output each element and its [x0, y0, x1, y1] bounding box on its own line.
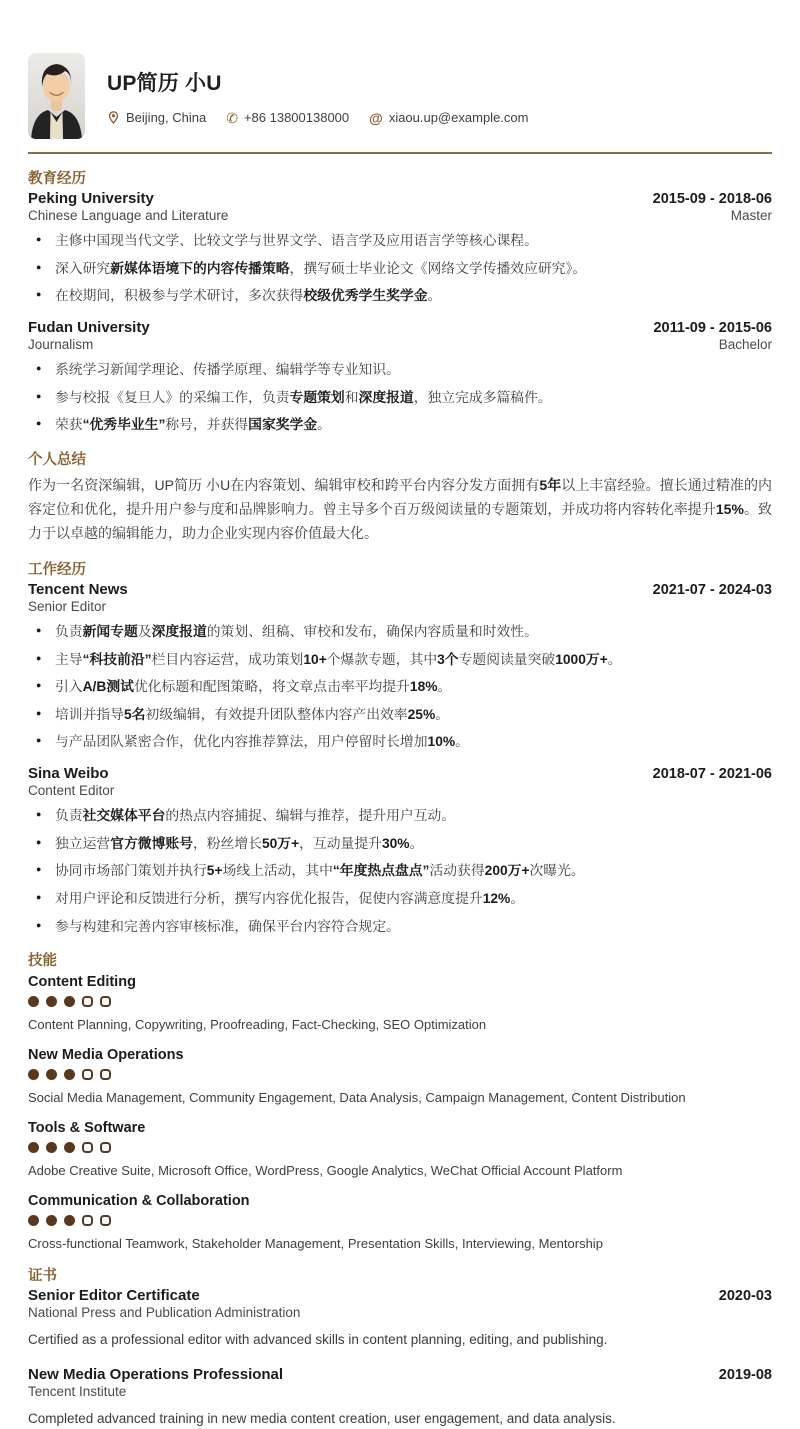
- entry-bullet: [28, 361, 772, 380]
- bold-text: 专题策划: [289, 389, 345, 405]
- section-summary: [28, 448, 772, 545]
- plain-text: 负责: [55, 623, 83, 639]
- resume-entry: [28, 190, 772, 306]
- contact-phone: [226, 110, 349, 125]
- plain-text: ，粉丝增长: [192, 835, 262, 851]
- plain-text: 。: [455, 734, 469, 750]
- entry-bullet: [28, 807, 772, 826]
- bold-text: “年度热点盘点”: [332, 863, 430, 879]
- contact-row: [107, 110, 528, 125]
- entry-head-row: [28, 581, 772, 598]
- bold-text: 30%: [381, 835, 410, 851]
- skill-dot-empty: [82, 1215, 93, 1226]
- entry-bullet: [28, 389, 772, 408]
- identity-block: [107, 53, 528, 125]
- skill-name: Tools & Software: [28, 1120, 146, 1137]
- certificate-head-row: [28, 1287, 772, 1304]
- plain-text: 栏目内容运营，成功策划: [151, 651, 304, 667]
- bold-text: 5名: [123, 706, 146, 722]
- entry-bullets: [28, 623, 772, 752]
- bold-text: 18%: [409, 679, 438, 695]
- plain-text: 个爆款专题，其中: [326, 651, 438, 667]
- skill-dot-empty: [100, 1142, 111, 1153]
- skill-name: Communication & Collaboration: [28, 1193, 250, 1210]
- entry-subtitle: Content Editor: [28, 783, 115, 799]
- plain-text: 。: [510, 890, 525, 906]
- plain-text: ，互动量提升: [299, 835, 382, 851]
- bold-text: 10+: [303, 651, 327, 667]
- skill-keywords: Adobe Creative Suite, Microsoft Office, WordPress, Google Analytics, WeChat Official Account Platform: [28, 1163, 623, 1179]
- skill-item: [28, 1193, 772, 1251]
- plain-text: 协同市场部门策划并执行: [55, 863, 207, 879]
- skill-dot-empty: [82, 1142, 93, 1153]
- skill-dot-filled: [28, 1069, 39, 1080]
- bold-text: 3个: [437, 651, 459, 667]
- skill-dot-empty: [100, 1069, 111, 1080]
- bold-text: 深度报道: [358, 389, 414, 405]
- plain-text: 。: [607, 651, 622, 667]
- plain-text: ，撰写硕士毕业论文《网络文学传播效应研究》。: [289, 260, 587, 276]
- plain-text: 主导: [55, 651, 83, 667]
- plain-text: 的策划、组稿、审校和发布，确保内容质量和时效性。: [206, 623, 538, 639]
- plain-text: 场线上活动，其中: [222, 863, 333, 879]
- skill-dot-filled: [46, 996, 57, 1007]
- entry-bullets: [28, 361, 772, 435]
- entry-sub-row: [28, 207, 772, 223]
- plain-text: 在校期间，积极参与学术研讨，多次获得: [55, 288, 304, 304]
- entry-dates: 2018-07 - 2021-06: [652, 766, 772, 783]
- skill-items: [28, 974, 772, 1251]
- entry-subtitle: Senior Editor: [28, 598, 107, 614]
- skill-dot-empty: [82, 1069, 93, 1080]
- entry-bullet: [28, 678, 772, 697]
- plain-text: 。: [317, 417, 331, 433]
- certificate-head-row: [28, 1366, 772, 1383]
- entry-head-row: [28, 765, 772, 782]
- certificate-issuer: National Press and Publication Administration: [28, 1305, 301, 1321]
- entry-level: Master: [730, 208, 772, 223]
- plain-text: 称号，并获得: [165, 417, 249, 433]
- resume-entry: [28, 319, 772, 435]
- location-pin-icon: [107, 110, 120, 125]
- bold-text: 校级优秀学生奖学金: [303, 288, 428, 304]
- plain-text: 系统学习新闻学理论、传播学原理、编辑学等专业知识。: [55, 361, 400, 377]
- bold-text: A/B测试: [82, 679, 134, 695]
- plain-text: 参与构建和完善内容审核标准，确保平台内容符合规定。: [55, 918, 400, 934]
- resume-entry: [28, 581, 772, 752]
- skill-dot-filled: [64, 1069, 75, 1080]
- entry-title: Peking University: [28, 190, 154, 207]
- entry-bullet: [28, 416, 772, 435]
- certificate-name: New Media Operations Professional: [28, 1366, 284, 1384]
- plain-text: 作为一名资深编辑，UP简历 小U在内容策划、编辑审校和跨平台内容分发方面拥有: [28, 476, 540, 493]
- skill-keywords: Cross-functional Teamwork, Stakeholder Management, Presentation Skills, Interviewing, Mentorship: [28, 1236, 603, 1252]
- plain-text: 和: [344, 389, 359, 405]
- bold-text: 1000万+: [555, 651, 608, 667]
- entry-bullets: [28, 232, 772, 306]
- certificates-section-title: 证书: [28, 1268, 57, 1285]
- resume-page: [0, 53, 800, 1429]
- phone-icon: ✆: [226, 109, 238, 126]
- entry-dates: 2011-09 - 2015-06: [653, 319, 772, 336]
- email-at-icon: @: [369, 109, 383, 126]
- entry-bullet: [28, 835, 772, 854]
- plain-text: 。: [435, 706, 450, 722]
- plain-text: 专题阅读量突破: [458, 651, 556, 667]
- plain-text: 深入研究: [55, 260, 111, 276]
- plain-text: 主修中国现当代文学、比较文学与世界文学、语言学及应用语言学等核心课程。: [55, 233, 538, 248]
- plain-text: 参与校报《复旦人》的采编工作，负责: [55, 389, 290, 405]
- bold-text: 新媒体语境下的内容传播策略: [110, 260, 290, 276]
- entry-bullets: [28, 807, 772, 936]
- skill-dot-filled: [64, 1142, 75, 1153]
- skill-item: [28, 974, 772, 1032]
- plain-text: 次曝光。: [529, 863, 585, 879]
- plain-text: 。致力于以卓越的编辑能力，助力企业实现内容价值最大化。: [28, 500, 772, 541]
- entry-bullet: [28, 890, 772, 909]
- skill-dot-filled: [46, 1215, 57, 1226]
- resume-entry: [28, 765, 772, 936]
- entry-head-row: [28, 319, 772, 336]
- entry-sub-row: [28, 782, 772, 798]
- bold-text: 新闻专题: [82, 623, 138, 639]
- skill-dot-filled: [46, 1069, 57, 1080]
- plain-text: 引入: [55, 679, 83, 695]
- entry-subtitle: Chinese Language and Literature: [28, 208, 229, 223]
- certificate-entry: [28, 1287, 772, 1350]
- skill-level-dots: [28, 1215, 772, 1226]
- profile-photo: [28, 53, 85, 139]
- bold-text: 深度报道: [151, 623, 207, 639]
- bold-text: 社交媒体平台: [82, 808, 166, 824]
- entry-level: Bachelor: [718, 336, 772, 352]
- skill-name: Content Editing: [28, 974, 136, 991]
- header-divider: [28, 152, 772, 154]
- bold-text: 50万+: [261, 835, 300, 851]
- certificate-date: 2020-03: [718, 1288, 772, 1305]
- plain-text: 初级编辑，有效提升团队整体内容产出效率: [145, 706, 408, 722]
- entry-bullet: [28, 862, 772, 881]
- plain-text: 独立运营: [55, 835, 111, 851]
- experience-section-title: 工作经历: [28, 561, 86, 578]
- entry-bullet: [28, 651, 772, 670]
- phone-text: +86 13800138000: [243, 110, 350, 125]
- bold-text: 25%: [407, 706, 436, 722]
- plain-text: 优化标题和配图策略，将文章点击率平均提升: [133, 679, 410, 695]
- contact-email: [369, 110, 528, 125]
- entry-title: Tencent News: [28, 580, 128, 598]
- skill-dot-filled: [28, 1142, 39, 1153]
- plain-text: 。: [437, 679, 452, 695]
- certificate-name: Senior Editor Certificate: [28, 1287, 200, 1305]
- entry-head-row: [28, 190, 772, 207]
- entry-bullet: [28, 623, 772, 642]
- skill-dot-filled: [46, 1142, 57, 1153]
- entry-bullet: [28, 232, 772, 251]
- location-text: Beijing, China: [126, 110, 207, 125]
- skill-dot-filled: [64, 996, 75, 1007]
- entry-subtitle: Journalism: [28, 336, 94, 352]
- skill-dot-empty: [100, 1215, 111, 1226]
- entry-bullet: [28, 706, 772, 725]
- summary-paragraph: [28, 473, 772, 545]
- entry-title: Sina Weibo: [28, 765, 109, 783]
- bold-text: “科技前沿”: [82, 651, 152, 667]
- certificate-description: Certified as a professional editor with advanced skills in content planning, editing, and publishing.: [28, 1332, 608, 1348]
- section-skills: [28, 949, 772, 1251]
- contact-location: [107, 110, 206, 125]
- entry-bullet: [28, 287, 772, 306]
- skill-keywords: Social Media Management, Community Engagement, Data Analysis, Campaign Management, Content Distribution: [28, 1090, 686, 1106]
- plain-text: 的热点内容捕捉、编辑与推荐，提升用户互动。: [165, 808, 456, 824]
- section-certificates: [28, 1264, 772, 1429]
- section-education: [28, 167, 772, 435]
- skill-keywords: Content Planning, Copywriting, Proofreading, Fact-Checking, SEO Optimization: [28, 1017, 487, 1033]
- section-experience: [28, 558, 772, 936]
- entry-bullet: [28, 733, 772, 752]
- education-entries: [28, 190, 772, 435]
- skill-dot-filled: [28, 1215, 39, 1226]
- skill-dot-filled: [28, 996, 39, 1007]
- plain-text: 活动获得: [429, 863, 485, 879]
- skill-dot-empty: [82, 996, 93, 1007]
- plain-text: 荣获: [55, 417, 83, 433]
- skill-item: [28, 1047, 772, 1105]
- skills-section-title: 技能: [28, 953, 57, 970]
- certificate-issuer: Tencent Institute: [28, 1384, 127, 1400]
- plain-text: ，独立完成多篇稿件。: [413, 389, 552, 405]
- entry-dates: 2015-09 - 2018-06: [652, 191, 772, 207]
- plain-text: 。: [409, 835, 424, 851]
- bold-text: 10%: [427, 734, 456, 750]
- experience-entries: [28, 581, 772, 936]
- skill-level-dots: [28, 1142, 772, 1153]
- plain-text: 。: [427, 288, 442, 304]
- entry-sub-row: [28, 336, 772, 352]
- entry-bullet: [28, 918, 772, 937]
- bold-text: “优秀毕业生”: [82, 417, 166, 433]
- summary-section-title: 个人总结: [28, 451, 86, 468]
- person-name: UP简历 小U: [107, 72, 222, 95]
- bold-text: 15%: [715, 500, 744, 517]
- plain-text: 以上丰富经验。擅长通过精准的内容定位和优化，提升用户参与度和品牌影响力。曾主导多个百万级阅读量的专题策划，并成功将内容转化率提升: [28, 476, 772, 517]
- plain-text: 负责: [55, 808, 83, 824]
- skill-item: [28, 1120, 772, 1178]
- resume-header: [28, 53, 772, 139]
- profile-photo-image: [28, 53, 85, 139]
- certificate-description: Completed advanced training in new media content creation, user engagement, and data analysis.: [28, 1411, 616, 1427]
- bold-text: 5+: [206, 863, 223, 879]
- entry-bullet: [28, 260, 772, 279]
- skill-level-dots: [28, 996, 772, 1007]
- entry-sub-row: [28, 598, 772, 614]
- plain-text: 对用户评论和反馈进行分析，撰写内容优化报告，促使内容满意度提升: [55, 890, 483, 906]
- entry-title: Fudan University: [28, 318, 150, 336]
- certificate-items: [28, 1287, 772, 1429]
- plain-text: 培训并指导: [55, 706, 124, 722]
- skill-dot-empty: [100, 996, 111, 1007]
- bold-text: 5年: [539, 476, 562, 493]
- bold-text: 200万+: [484, 863, 530, 879]
- bold-text: 官方微博账号: [110, 835, 193, 851]
- entry-dates: 2021-07 - 2024-03: [652, 581, 772, 598]
- certificate-date: 2019-08: [718, 1367, 772, 1384]
- education-section-title: 教育经历: [28, 171, 86, 187]
- bold-text: 国家奖学金: [248, 417, 318, 433]
- bold-text: 12%: [482, 890, 511, 906]
- skill-level-dots: [28, 1069, 772, 1080]
- skill-name: New Media Operations: [28, 1047, 184, 1064]
- email-text: xiaou.up@example.com: [388, 110, 529, 125]
- plain-text: 与产品团队紧密合作，优化内容推荐算法，用户停留时长增加: [55, 734, 428, 750]
- skill-dot-filled: [64, 1215, 75, 1226]
- certificate-entry: [28, 1366, 772, 1429]
- plain-text: 及: [137, 623, 152, 639]
